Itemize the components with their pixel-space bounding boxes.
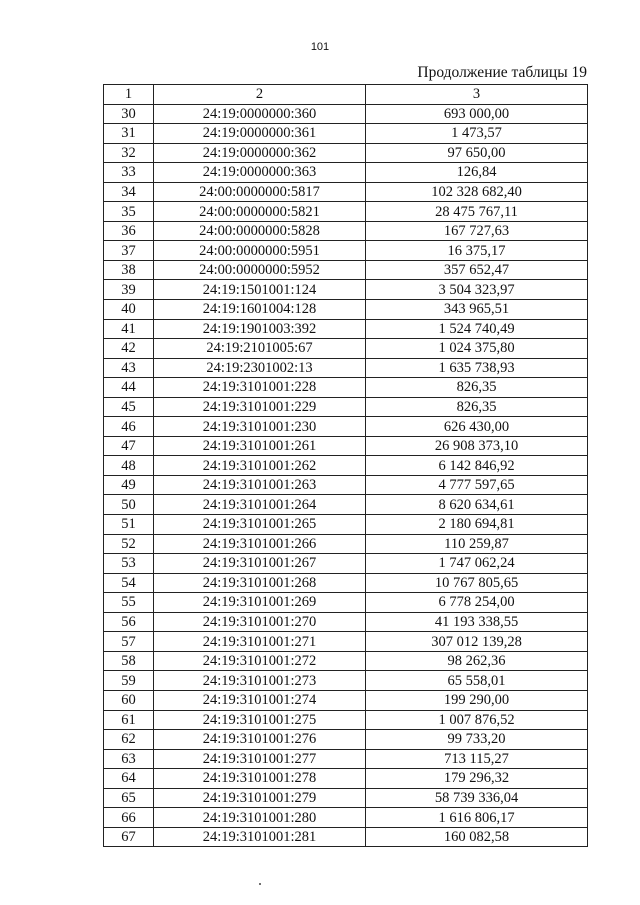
row-number-cell: 54 bbox=[104, 573, 154, 593]
row-number-cell: 49 bbox=[104, 475, 154, 495]
row-number-cell: 59 bbox=[104, 671, 154, 691]
value-cell: 26 908 373,10 bbox=[366, 436, 588, 456]
row-number-cell: 39 bbox=[104, 280, 154, 300]
value-cell: 626 430,00 bbox=[366, 417, 588, 437]
table-row bbox=[104, 769, 588, 789]
table-row bbox=[104, 456, 588, 476]
table-row bbox=[104, 554, 588, 574]
cadastral-number-cell: 24:19:3101001:277 bbox=[154, 749, 366, 769]
row-number-cell: 58 bbox=[104, 651, 154, 671]
value-cell: 16 375,17 bbox=[366, 241, 588, 261]
data-table bbox=[103, 84, 588, 847]
row-number-cell: 37 bbox=[104, 241, 154, 261]
table-row bbox=[104, 221, 588, 241]
value-cell: 1 747 062,24 bbox=[366, 554, 588, 574]
value-cell: 65 558,01 bbox=[366, 671, 588, 691]
cadastral-number-cell: 24:19:1501001:124 bbox=[154, 280, 366, 300]
table-row bbox=[104, 515, 588, 535]
table-row bbox=[104, 241, 588, 261]
cadastral-number-cell: 24:19:1901003:392 bbox=[154, 319, 366, 339]
value-cell: 28 475 767,11 bbox=[366, 202, 588, 222]
row-number-cell: 43 bbox=[104, 358, 154, 378]
table-row bbox=[104, 143, 588, 163]
row-number-cell: 45 bbox=[104, 397, 154, 417]
value-cell: 6 142 846,92 bbox=[366, 456, 588, 476]
column-header: 2 bbox=[154, 85, 366, 105]
table-row bbox=[104, 749, 588, 769]
table-caption: Продолжение таблицы 19 bbox=[417, 64, 587, 81]
row-number-cell: 33 bbox=[104, 163, 154, 183]
row-number-cell: 38 bbox=[104, 260, 154, 280]
row-number-cell: 46 bbox=[104, 417, 154, 437]
table-row bbox=[104, 397, 588, 417]
table-row bbox=[104, 632, 588, 652]
cadastral-number-cell: 24:19:3101001:273 bbox=[154, 671, 366, 691]
value-cell: 826,35 bbox=[366, 397, 588, 417]
value-cell: 98 262,36 bbox=[366, 651, 588, 671]
cadastral-number-cell: 24:19:3101001:266 bbox=[154, 534, 366, 554]
cadastral-number-cell: 24:19:3101001:267 bbox=[154, 554, 366, 574]
row-number-cell: 66 bbox=[104, 808, 154, 828]
table-body bbox=[104, 104, 588, 847]
cadastral-number-cell: 24:19:1601004:128 bbox=[154, 300, 366, 320]
value-cell: 713 115,27 bbox=[366, 749, 588, 769]
cadastral-number-cell: 24:19:3101001:229 bbox=[154, 397, 366, 417]
row-number-cell: 55 bbox=[104, 593, 154, 613]
table-row bbox=[104, 612, 588, 632]
row-number-cell: 63 bbox=[104, 749, 154, 769]
table-row bbox=[104, 300, 588, 320]
cadastral-number-cell: 24:19:0000000:361 bbox=[154, 124, 366, 144]
cadastral-number-cell: 24:19:3101001:262 bbox=[154, 456, 366, 476]
table-row bbox=[104, 690, 588, 710]
table-row bbox=[104, 358, 588, 378]
table-row bbox=[104, 417, 588, 437]
table-row bbox=[104, 788, 588, 808]
row-number-cell: 32 bbox=[104, 143, 154, 163]
table-row bbox=[104, 475, 588, 495]
cadastral-number-cell: 24:19:0000000:360 bbox=[154, 104, 366, 124]
cadastral-number-cell: 24:19:3101001:278 bbox=[154, 769, 366, 789]
table-row bbox=[104, 260, 588, 280]
row-number-cell: 35 bbox=[104, 202, 154, 222]
cadastral-number-cell: 24:19:3101001:268 bbox=[154, 573, 366, 593]
value-cell: 160 082,58 bbox=[366, 827, 588, 847]
cadastral-number-cell: 24:00:0000000:5951 bbox=[154, 241, 366, 261]
value-cell: 199 290,00 bbox=[366, 690, 588, 710]
value-cell: 6 778 254,00 bbox=[366, 593, 588, 613]
value-cell: 179 296,32 bbox=[366, 769, 588, 789]
row-number-cell: 67 bbox=[104, 827, 154, 847]
row-number-cell: 42 bbox=[104, 339, 154, 359]
cadastral-number-cell: 24:19:3101001:270 bbox=[154, 612, 366, 632]
row-number-cell: 52 bbox=[104, 534, 154, 554]
cadastral-number-cell: 24:19:3101001:275 bbox=[154, 710, 366, 730]
cadastral-number-cell: 24:19:3101001:272 bbox=[154, 651, 366, 671]
table-row bbox=[104, 182, 588, 202]
row-number-cell: 62 bbox=[104, 730, 154, 750]
cadastral-number-cell: 24:19:3101001:261 bbox=[154, 436, 366, 456]
cadastral-number-cell: 24:19:3101001:274 bbox=[154, 690, 366, 710]
value-cell: 1 524 740,49 bbox=[366, 319, 588, 339]
value-cell: 1 473,57 bbox=[366, 124, 588, 144]
table-row bbox=[104, 495, 588, 515]
page-number: 101 bbox=[310, 41, 330, 53]
row-number-cell: 41 bbox=[104, 319, 154, 339]
row-number-cell: 48 bbox=[104, 456, 154, 476]
row-number-cell: 56 bbox=[104, 612, 154, 632]
value-cell: 4 777 597,65 bbox=[366, 475, 588, 495]
scan-speck bbox=[259, 883, 261, 885]
cadastral-number-cell: 24:19:3101001:276 bbox=[154, 730, 366, 750]
cadastral-number-cell: 24:19:3101001:281 bbox=[154, 827, 366, 847]
value-cell: 693 000,00 bbox=[366, 104, 588, 124]
table-row bbox=[104, 710, 588, 730]
cadastral-number-cell: 24:19:0000000:363 bbox=[154, 163, 366, 183]
table-row bbox=[104, 436, 588, 456]
value-cell: 826,35 bbox=[366, 378, 588, 398]
value-cell: 102 328 682,40 bbox=[366, 182, 588, 202]
cadastral-number-cell: 24:19:2101005:67 bbox=[154, 339, 366, 359]
value-cell: 1 616 806,17 bbox=[366, 808, 588, 828]
cadastral-number-cell: 24:19:3101001:228 bbox=[154, 378, 366, 398]
row-number-cell: 44 bbox=[104, 378, 154, 398]
row-number-cell: 30 bbox=[104, 104, 154, 124]
cadastral-number-cell: 24:19:3101001:263 bbox=[154, 475, 366, 495]
row-number-cell: 65 bbox=[104, 788, 154, 808]
value-cell: 41 193 338,55 bbox=[366, 612, 588, 632]
row-number-cell: 50 bbox=[104, 495, 154, 515]
cadastral-number-cell: 24:19:3101001:230 bbox=[154, 417, 366, 437]
value-cell: 1 007 876,52 bbox=[366, 710, 588, 730]
value-cell: 357 652,47 bbox=[366, 260, 588, 280]
row-number-cell: 60 bbox=[104, 690, 154, 710]
cadastral-number-cell: 24:00:0000000:5828 bbox=[154, 221, 366, 241]
cadastral-number-cell: 24:19:3101001:264 bbox=[154, 495, 366, 515]
value-cell: 99 733,20 bbox=[366, 730, 588, 750]
value-cell: 307 012 139,28 bbox=[366, 632, 588, 652]
cadastral-number-cell: 24:19:3101001:269 bbox=[154, 593, 366, 613]
row-number-cell: 40 bbox=[104, 300, 154, 320]
value-cell: 343 965,51 bbox=[366, 300, 588, 320]
cadastral-number-cell: 24:00:0000000:5952 bbox=[154, 260, 366, 280]
value-cell: 1 635 738,93 bbox=[366, 358, 588, 378]
value-cell: 167 727,63 bbox=[366, 221, 588, 241]
row-number-cell: 61 bbox=[104, 710, 154, 730]
value-cell: 3 504 323,97 bbox=[366, 280, 588, 300]
table-row bbox=[104, 573, 588, 593]
value-cell: 97 650,00 bbox=[366, 143, 588, 163]
table-row bbox=[104, 104, 588, 124]
table-row bbox=[104, 339, 588, 359]
row-number-cell: 47 bbox=[104, 436, 154, 456]
table-row bbox=[104, 163, 588, 183]
table-row bbox=[104, 124, 588, 144]
value-cell: 2 180 694,81 bbox=[366, 515, 588, 535]
value-cell: 8 620 634,61 bbox=[366, 495, 588, 515]
table-row bbox=[104, 730, 588, 750]
cadastral-number-cell: 24:19:3101001:265 bbox=[154, 515, 366, 535]
column-header: 1 bbox=[104, 85, 154, 105]
value-cell: 1 024 375,80 bbox=[366, 339, 588, 359]
cadastral-number-cell: 24:19:3101001:280 bbox=[154, 808, 366, 828]
row-number-cell: 64 bbox=[104, 769, 154, 789]
table-row bbox=[104, 827, 588, 847]
table-header-row bbox=[104, 85, 588, 105]
table-row bbox=[104, 319, 588, 339]
value-cell: 126,84 bbox=[366, 163, 588, 183]
value-cell: 110 259,87 bbox=[366, 534, 588, 554]
cadastral-number-cell: 24:19:2301002:13 bbox=[154, 358, 366, 378]
cadastral-number-cell: 24:19:3101001:279 bbox=[154, 788, 366, 808]
value-cell: 58 739 336,04 bbox=[366, 788, 588, 808]
value-cell: 10 767 805,65 bbox=[366, 573, 588, 593]
column-header: 3 bbox=[366, 85, 588, 105]
cadastral-number-cell: 24:19:0000000:362 bbox=[154, 143, 366, 163]
cadastral-number-cell: 24:00:0000000:5821 bbox=[154, 202, 366, 222]
row-number-cell: 57 bbox=[104, 632, 154, 652]
row-number-cell: 34 bbox=[104, 182, 154, 202]
row-number-cell: 51 bbox=[104, 515, 154, 535]
cadastral-number-cell: 24:19:3101001:271 bbox=[154, 632, 366, 652]
row-number-cell: 53 bbox=[104, 554, 154, 574]
row-number-cell: 31 bbox=[104, 124, 154, 144]
row-number-cell: 36 bbox=[104, 221, 154, 241]
table-row bbox=[104, 378, 588, 398]
table-row bbox=[104, 671, 588, 691]
table-row bbox=[104, 593, 588, 613]
table-row bbox=[104, 202, 588, 222]
table-row bbox=[104, 534, 588, 554]
table-row bbox=[104, 808, 588, 828]
cadastral-number-cell: 24:00:0000000:5817 bbox=[154, 182, 366, 202]
table-row bbox=[104, 651, 588, 671]
table-row bbox=[104, 280, 588, 300]
